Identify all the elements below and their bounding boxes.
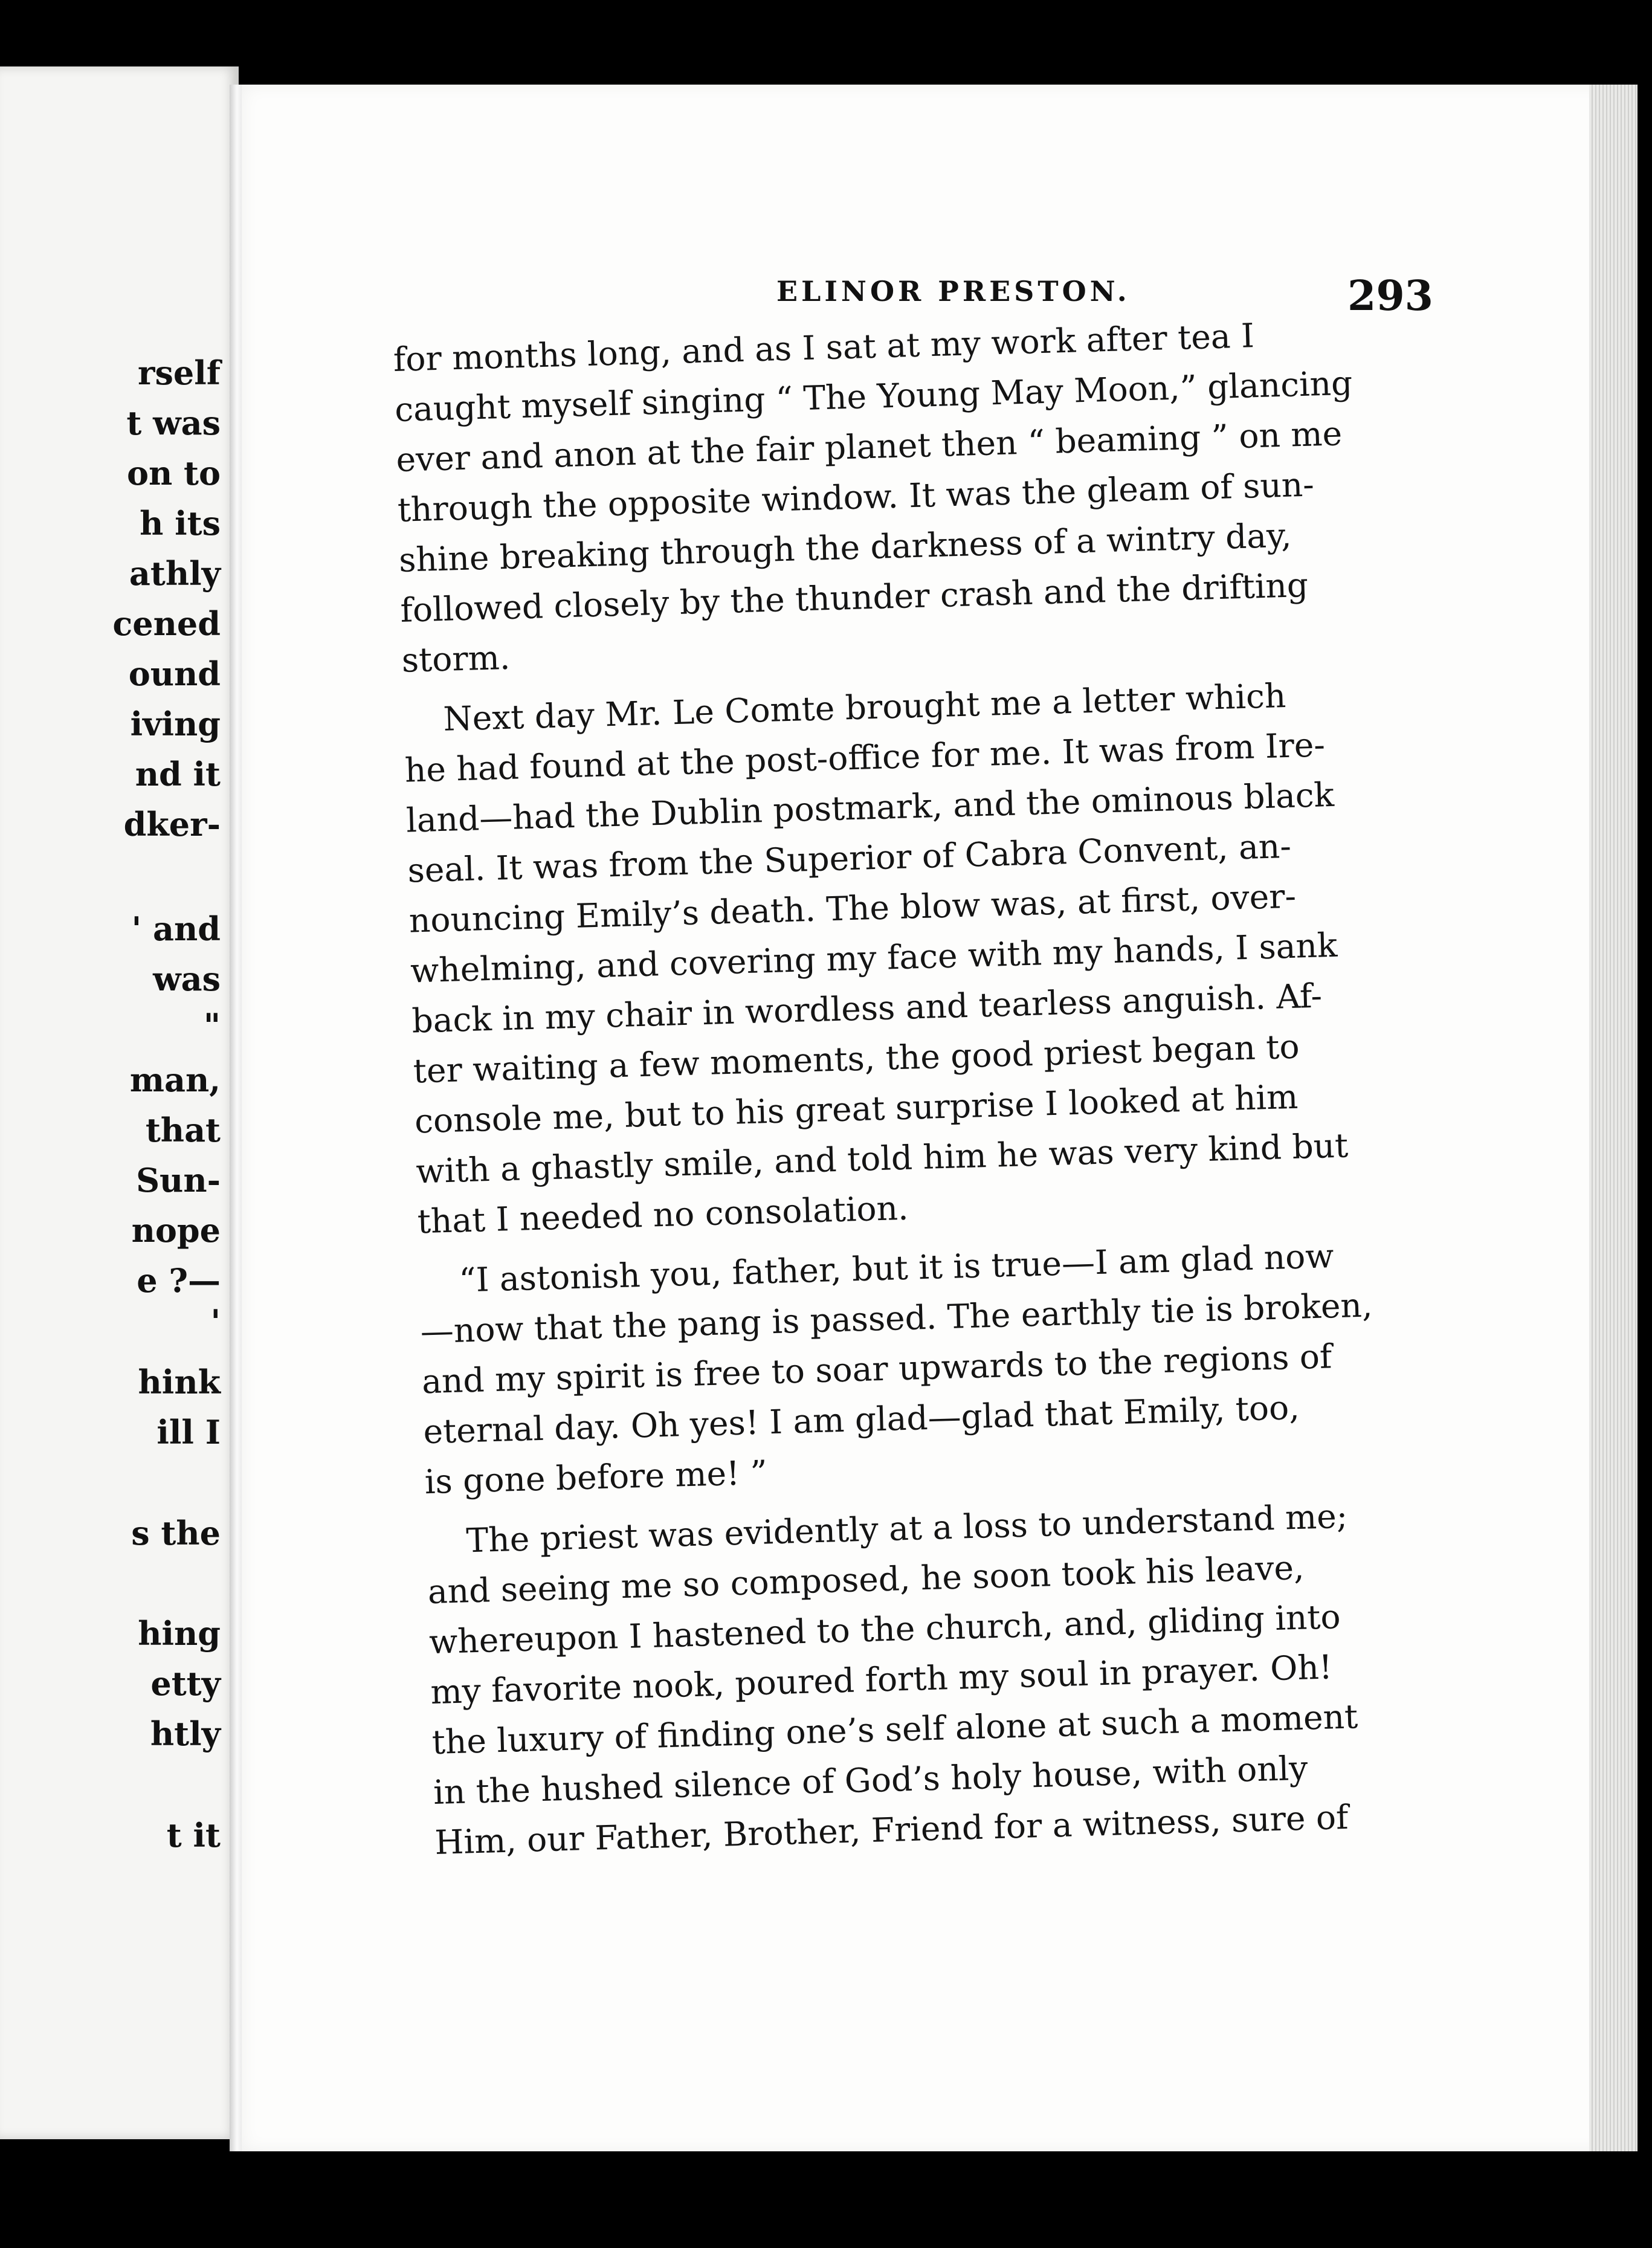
text-line: land—had the Dublin postmark, and the ominous black (405, 775, 1335, 840)
text-line: followed closely by the thunder crash and the drifting (399, 565, 1309, 630)
text-line: in the hushed silence of God’s holy house, with only (433, 1748, 1309, 1812)
text-line: with a ghastly smile, and told him he was very kind but (415, 1126, 1349, 1191)
left-line: hing (138, 1614, 221, 1653)
page-edge (1589, 85, 1637, 2151)
text-line: The priest was evidently at a loss to understand me; (465, 1496, 1349, 1560)
text-line: Him, our Father, Brother, Friend for a witness, sure of (434, 1797, 1349, 1862)
text-line: whelming, and covering my face with my hands, I sank (410, 925, 1338, 990)
left-line: man, (129, 1061, 221, 1099)
left-line: h its (140, 504, 221, 543)
text-line: and my spirit is free to soar upwards to the regions of (421, 1337, 1333, 1401)
left-line: ill I (156, 1413, 221, 1452)
text-line: through the opposite window. It was the gleam of sun- (397, 465, 1315, 529)
left-line: that (145, 1111, 221, 1149)
text-line: he had found at the post-office for me. It was from Ire- (404, 725, 1326, 790)
text-line: that I needed no consolation. (416, 1188, 909, 1241)
text-line: is gone before me! ” (424, 1453, 768, 1502)
text-line: —now that the pang is passed. The earthly tie is broken, (420, 1285, 1373, 1351)
left-line: e ?— (137, 1261, 221, 1300)
text-line: ter waiting a few moments, the good priest began to (412, 1027, 1300, 1091)
text-line: and seeing me so composed, he soon took his leave, (427, 1548, 1305, 1612)
left-line: nope (131, 1211, 221, 1250)
left-line: iving (130, 705, 221, 743)
text-line: seal. It was from the Superior of Cabra Convent, an- (407, 826, 1292, 890)
text-line: storm. (401, 638, 511, 680)
left-line: ound (128, 654, 221, 693)
page-number: 293 (1347, 272, 1433, 320)
left-line: athly (129, 554, 221, 593)
left-line: was (153, 960, 221, 998)
left-line: on to (126, 454, 221, 493)
left-line: rself (138, 354, 221, 392)
text-line: whereupon I hastened to the church, and, gliding into (428, 1597, 1341, 1662)
left-page-fragment (0, 66, 239, 2139)
text-line: the luxury of finding one’s self alone at such a moment (431, 1697, 1358, 1762)
left-line: " (203, 1006, 221, 1045)
left-line: etty (150, 1664, 221, 1703)
text-line: caught myself singing “ The Young May Moon,” glancing (394, 363, 1354, 429)
text-line: Next day Mr. Le Comte brought me a letter which (442, 676, 1287, 738)
left-line: hink (138, 1363, 221, 1401)
text-line: eternal day. Oh yes! I am glad—glad that Emily, too, (422, 1387, 1300, 1452)
left-line: ' and (131, 909, 221, 948)
text-line: for months long, and as I sat at my work after tea I (393, 316, 1255, 379)
text-line: back in my chair in wordless and tearless anguish. Af- (411, 976, 1323, 1041)
left-line: nd it (135, 755, 221, 793)
text-line: ever and anon at the fair planet then “ beaming ” on me (395, 414, 1343, 479)
left-line: htly (150, 1714, 221, 1753)
left-line: s the (131, 1514, 221, 1552)
text-line: console me, but to his great surprise I looked at him (414, 1077, 1299, 1141)
right-page (242, 85, 1637, 2151)
text-line: nouncing Emily’s death. The blow was, at first, over- (408, 876, 1297, 940)
running-head: ELINOR PRESTON. (776, 275, 1131, 308)
text-line: “I astonish you, father, but it is true—I am glad now (458, 1236, 1335, 1300)
left-line: t was (126, 404, 221, 442)
body-text (393, 310, 1447, 1969)
left-line: t it (166, 1816, 221, 1855)
text-line: my favorite nook, poured forth my soul in prayer. Oh! (430, 1647, 1333, 1712)
text-line: shine breaking through the darkness of a wintry day, (398, 515, 1292, 580)
left-line: dker- (123, 805, 221, 844)
left-line: Sun- (136, 1161, 221, 1200)
left-line: cened (112, 604, 221, 643)
left-line: ' (210, 1302, 221, 1341)
